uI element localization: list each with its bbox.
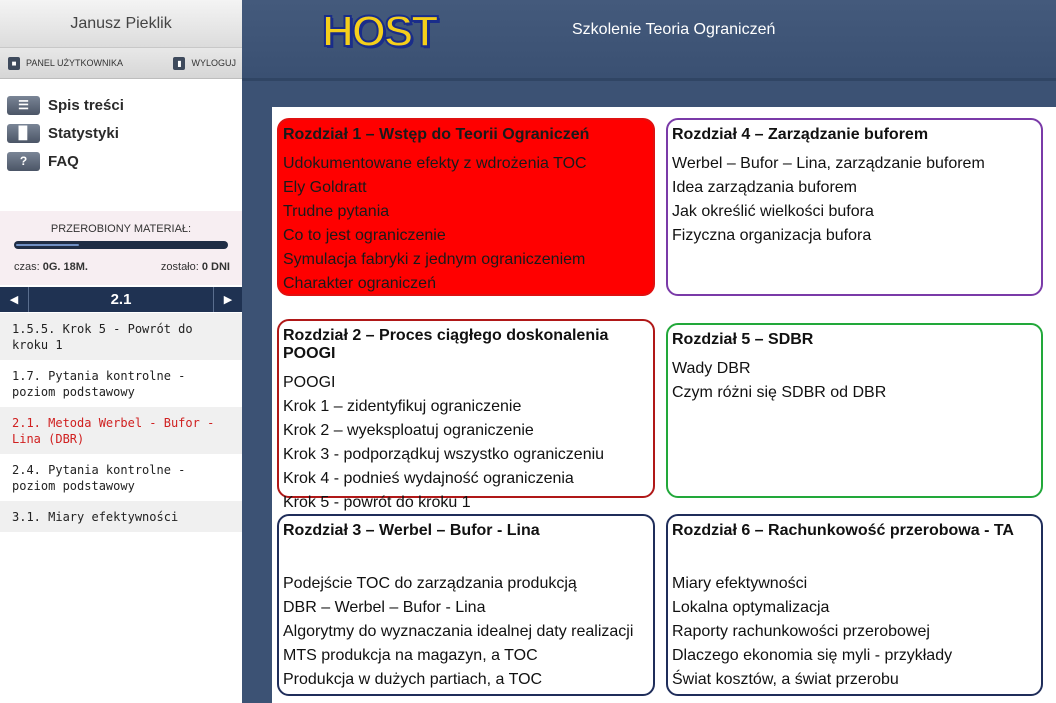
chapter-box-5 bbox=[666, 323, 1043, 498]
lock-icon: ■ bbox=[8, 57, 20, 70]
logout-icon: ▮ bbox=[173, 57, 185, 70]
chapter-box-3 bbox=[277, 514, 655, 696]
chapter-line: Krok 1 – zidentyfikuj ograniczenie bbox=[283, 398, 522, 415]
chapter-lines bbox=[672, 152, 1041, 248]
user-panel-label: PANEL UŻYTKOWNIKA bbox=[26, 58, 124, 68]
chapter-line: Jak określić wielkości bufora bbox=[672, 203, 874, 220]
user-actions bbox=[0, 48, 242, 79]
sidebar bbox=[0, 0, 242, 703]
chapter-title: Rozdział 6 – Rachunkowość przerobowa - TA bbox=[672, 522, 1014, 539]
lesson-item[interactable]: 1.7. Pytania kontrolne - poziom podstawowy bbox=[0, 360, 242, 407]
logout-label: WYLOGUJ bbox=[191, 58, 236, 68]
nav-item-label: Statystyki bbox=[48, 124, 119, 142]
chapter-title: Rozdział 3 – Werbel – Bufor - Lina bbox=[283, 522, 540, 539]
progress-stats bbox=[0, 249, 242, 273]
chapter-line: Wady DBR bbox=[672, 360, 751, 377]
chapter-line: Werbel – Bufor – Lina, zarządzanie buforem bbox=[672, 155, 985, 172]
chapter-lines bbox=[283, 572, 653, 692]
chapter-line: Symulacja fabryki z jednym ograniczeniem bbox=[283, 251, 586, 268]
time-spent bbox=[14, 261, 88, 273]
chapter-line: Krok 3 - podporządkuj wszystko ograniczeniu bbox=[283, 446, 605, 463]
chapter-lines bbox=[672, 572, 1041, 692]
chapter-lines bbox=[672, 357, 1041, 405]
chapter-line: Świat kosztów, a świat przerobu bbox=[672, 671, 899, 688]
chapter-title: Rozdział 5 – SDBR bbox=[672, 331, 814, 348]
chapter-line: Podejście TOC do zarządzania produkcją bbox=[283, 575, 577, 592]
course-title: Szkolenie Teoria Ograniczeń bbox=[572, 21, 776, 38]
chapter-line: Krok 5 - powrót do kroku 1 bbox=[283, 494, 471, 511]
prev-chapter-button[interactable] bbox=[0, 287, 29, 312]
lesson-item[interactable]: 3.1. Miary efektywności bbox=[0, 501, 242, 532]
chapter-line: Charakter ograniczeń bbox=[283, 275, 436, 292]
chapter-line: DBR – Werbel – Bufor - Lina bbox=[283, 599, 486, 616]
header bbox=[242, 0, 1056, 81]
chapter-title: Rozdział 1 – Wstęp do Teorii Ograniczeń bbox=[283, 126, 590, 143]
chapter-line: Czym różni się SDBR od DBR bbox=[672, 384, 887, 401]
slide bbox=[272, 107, 1056, 703]
host-logo: HOST bbox=[322, 7, 437, 56]
time-remaining bbox=[161, 261, 230, 273]
user-panel-button[interactable] bbox=[8, 57, 123, 70]
chapter-line: Trudne pytania bbox=[283, 203, 390, 220]
chapter-line: Krok 2 – wyeksploatuj ograniczenie bbox=[283, 422, 534, 439]
lesson-item-active[interactable]: 2.1. Metoda Werbel - Bufor - Lina (DBR) bbox=[0, 407, 242, 454]
chapter-box-2 bbox=[277, 319, 655, 511]
progress-bar bbox=[14, 241, 228, 249]
progress-panel bbox=[0, 211, 242, 285]
chapter-line: Produkcja w dużych partiach, a TOC bbox=[283, 671, 543, 688]
time-label: czas: bbox=[14, 261, 40, 273]
chapter-box-1 bbox=[277, 118, 655, 296]
chapter-line: POOGI bbox=[283, 374, 336, 391]
chapter-line: Ely Goldratt bbox=[283, 179, 367, 196]
logout-button[interactable] bbox=[173, 57, 236, 70]
chapter-line: Udokumentowane efekty z wdrożenia TOC bbox=[283, 155, 587, 172]
progress-fill bbox=[16, 244, 79, 246]
chapter-line: Lokalna optymalizacja bbox=[672, 599, 830, 616]
chapter-line: MTS produkcja na magazyn, a TOC bbox=[283, 647, 538, 664]
nav-item-label: FAQ bbox=[48, 152, 79, 170]
time-value: 0G. 18M. bbox=[42, 261, 88, 273]
chapter-number: 2.1 bbox=[110, 291, 132, 308]
progress-title: PRZEROBIONY MATERIAŁ: bbox=[50, 223, 192, 235]
chapter-line: Algorytmy do wyznaczania idealnej daty realizacji bbox=[283, 623, 634, 640]
next-chapter-button[interactable] bbox=[213, 287, 242, 312]
user-name: Janusz Pieklik bbox=[0, 0, 242, 48]
lesson-list bbox=[0, 313, 242, 532]
bar-chart-icon: ▉ bbox=[7, 124, 40, 143]
list-icon: ☰ bbox=[7, 96, 40, 115]
chapter-line: Krok 4 - podnieś wydajność ograniczenia bbox=[283, 470, 574, 487]
nav-item-label: Spis treści bbox=[48, 96, 124, 114]
chapter-box-4 bbox=[666, 118, 1043, 296]
lesson-item[interactable]: 1.5.5. Krok 5 - Powrót do kroku 1 bbox=[0, 313, 242, 360]
chapter-line: Raporty rachunkowości przerobowej bbox=[672, 623, 930, 640]
main-nav bbox=[0, 79, 242, 175]
lesson-item[interactable]: 2.4. Pytania kontrolne - poziom podstawowy bbox=[0, 454, 242, 501]
chapter-title: Rozdział 2 – Proces ciągłego doskonalenia POOGI bbox=[283, 327, 609, 362]
chapter-title: Rozdział 4 – Zarządzanie buforem bbox=[672, 126, 929, 143]
chapter-lines bbox=[283, 152, 653, 296]
chapter-line: Fizyczna organizacja bufora bbox=[672, 227, 872, 244]
nav-item-statistics[interactable] bbox=[7, 119, 242, 147]
chapter-line: Co to jest ograniczenie bbox=[283, 227, 446, 244]
question-icon: ? bbox=[7, 152, 40, 171]
chapter-box-6 bbox=[666, 514, 1043, 696]
nav-item-faq[interactable] bbox=[7, 147, 242, 175]
chapter-line: Miary efektywności bbox=[672, 575, 808, 592]
chevron-right-icon: ▶ bbox=[223, 294, 233, 306]
remaining-label: zostało: bbox=[160, 261, 199, 273]
chapter-line: Idea zarządzania buforem bbox=[672, 179, 857, 196]
nav-item-contents[interactable] bbox=[7, 91, 242, 119]
chapter-lines bbox=[283, 371, 653, 515]
chapter-line: Dlaczego ekonomia się myli - przykłady bbox=[672, 647, 953, 664]
remaining-value: 0 DNI bbox=[201, 261, 230, 273]
chapter-nav bbox=[0, 287, 242, 312]
chevron-left-icon: ◀ bbox=[9, 294, 19, 306]
